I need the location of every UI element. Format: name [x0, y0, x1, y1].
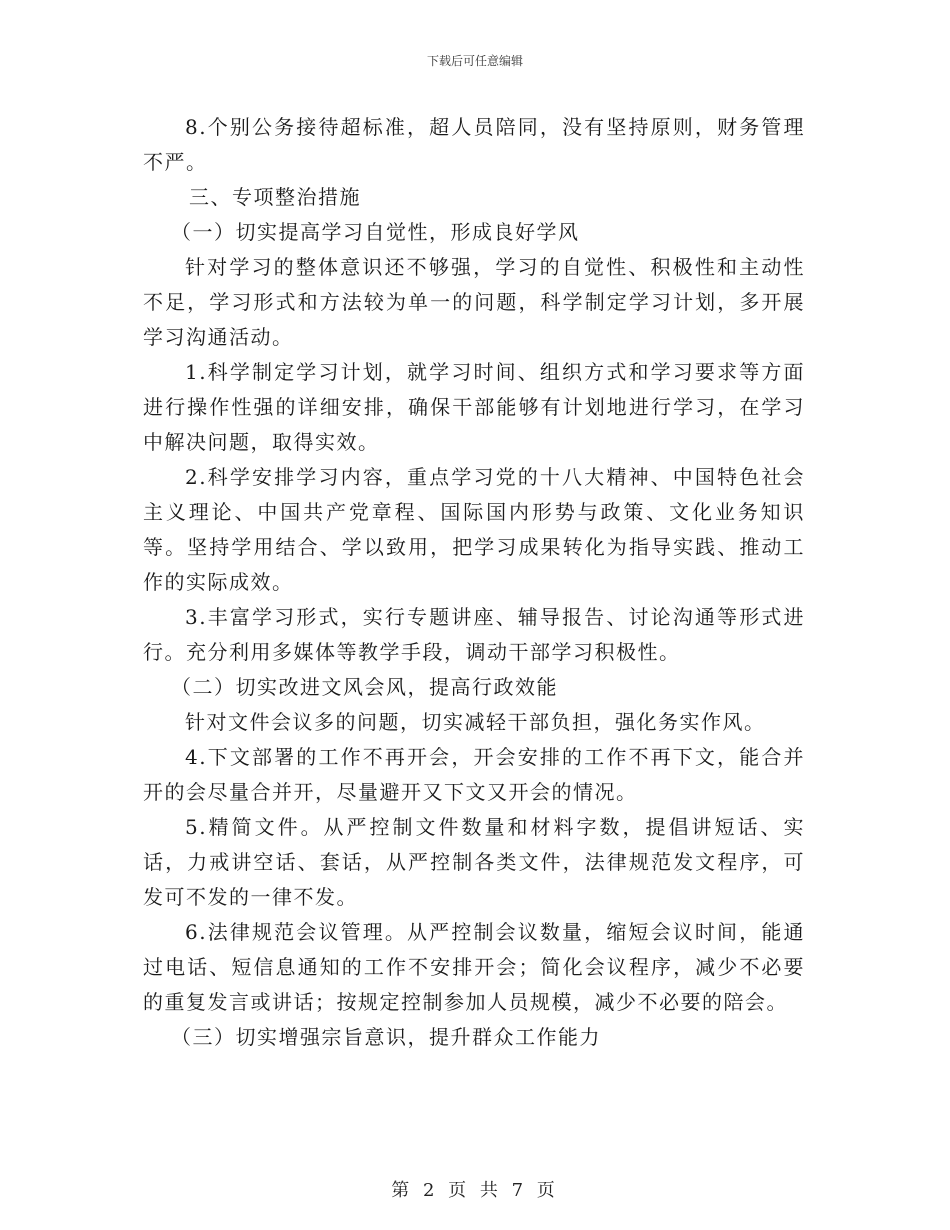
- page-number: 第 2 页 共 7 页: [391, 1180, 559, 1201]
- document-body: [143, 110, 805, 1055]
- paragraph-measure-3: 3.丰富学习形式，实行专题讲座、辅导报告、讨论沟通等形式进行。充分利用多媒体等教学手段，调动干部学习积极性。: [143, 605, 805, 664]
- paragraph-item-8: 8.个别公务接待超标准，超人员陪同，没有坚持原则，财务管理不严。: [143, 115, 805, 174]
- paragraph-measure-6: 6.法律规范会议管理。从严控制会议数量，缩短会议时间，能通过电话、短信息通知的工作不安排开会；简化会议程序，减少不必要的重复发言或讲话；按规定控制参加人员规模，减少不必要的陪会。: [143, 920, 805, 1014]
- paragraph-measure-2: 2.科学安排学习内容，重点学习党的十八大精神、中国特色社会主义理论、中国共产党章程、国际国内形势与政策、文化业务知识等。坚持学用结合、学以致用，把学习成果转化为指导实践、推动工作的实际成效。: [143, 465, 805, 594]
- subsection-heading-3: （三）切实增强宗旨意识，提升群众工作能力: [171, 1025, 601, 1049]
- page-header-note: 下载后可任意编辑: [426, 54, 523, 68]
- paragraph-measure-5: 5.精简文件。从严控制文件数量和材料字数，提倡讲短话、实话，力戒讲空话、套话，从严控制各类文件，法律规范发文程序，可发可不发的一律不发。: [143, 815, 805, 909]
- section-heading-measures: 三、专项整治措施: [189, 185, 361, 209]
- subsection-heading-1: （一）切实提高学习自觉性，形成良好学风: [171, 220, 580, 244]
- paragraph-meetings-intro: 针对文件会议多的问题，切实减轻干部负担，强化务实作风。: [185, 710, 766, 734]
- paragraph-measure-1: 1.科学制定学习计划，就学习时间、组织方式和学习要求等方面进行操作性强的详细安排，确保干部能够有计划地进行学习，在学习中解决问题，取得实效。: [143, 360, 805, 454]
- paragraph-measure-4: 4.下文部署的工作不再开会，开会安排的工作不再下文，能合并开的会尽量合并开，尽量避开又下文又开会的情况。: [143, 745, 805, 804]
- subsection-heading-2: （二）切实改进文风会风，提高行政效能: [171, 675, 558, 699]
- paragraph-study-intro: 针对学习的整体意识还不够强，学习的自觉性、积极性和主动性不足，学习形式和方法较为单一的问题，科学制定学习计划，多开展学习沟通活动。: [143, 255, 805, 349]
